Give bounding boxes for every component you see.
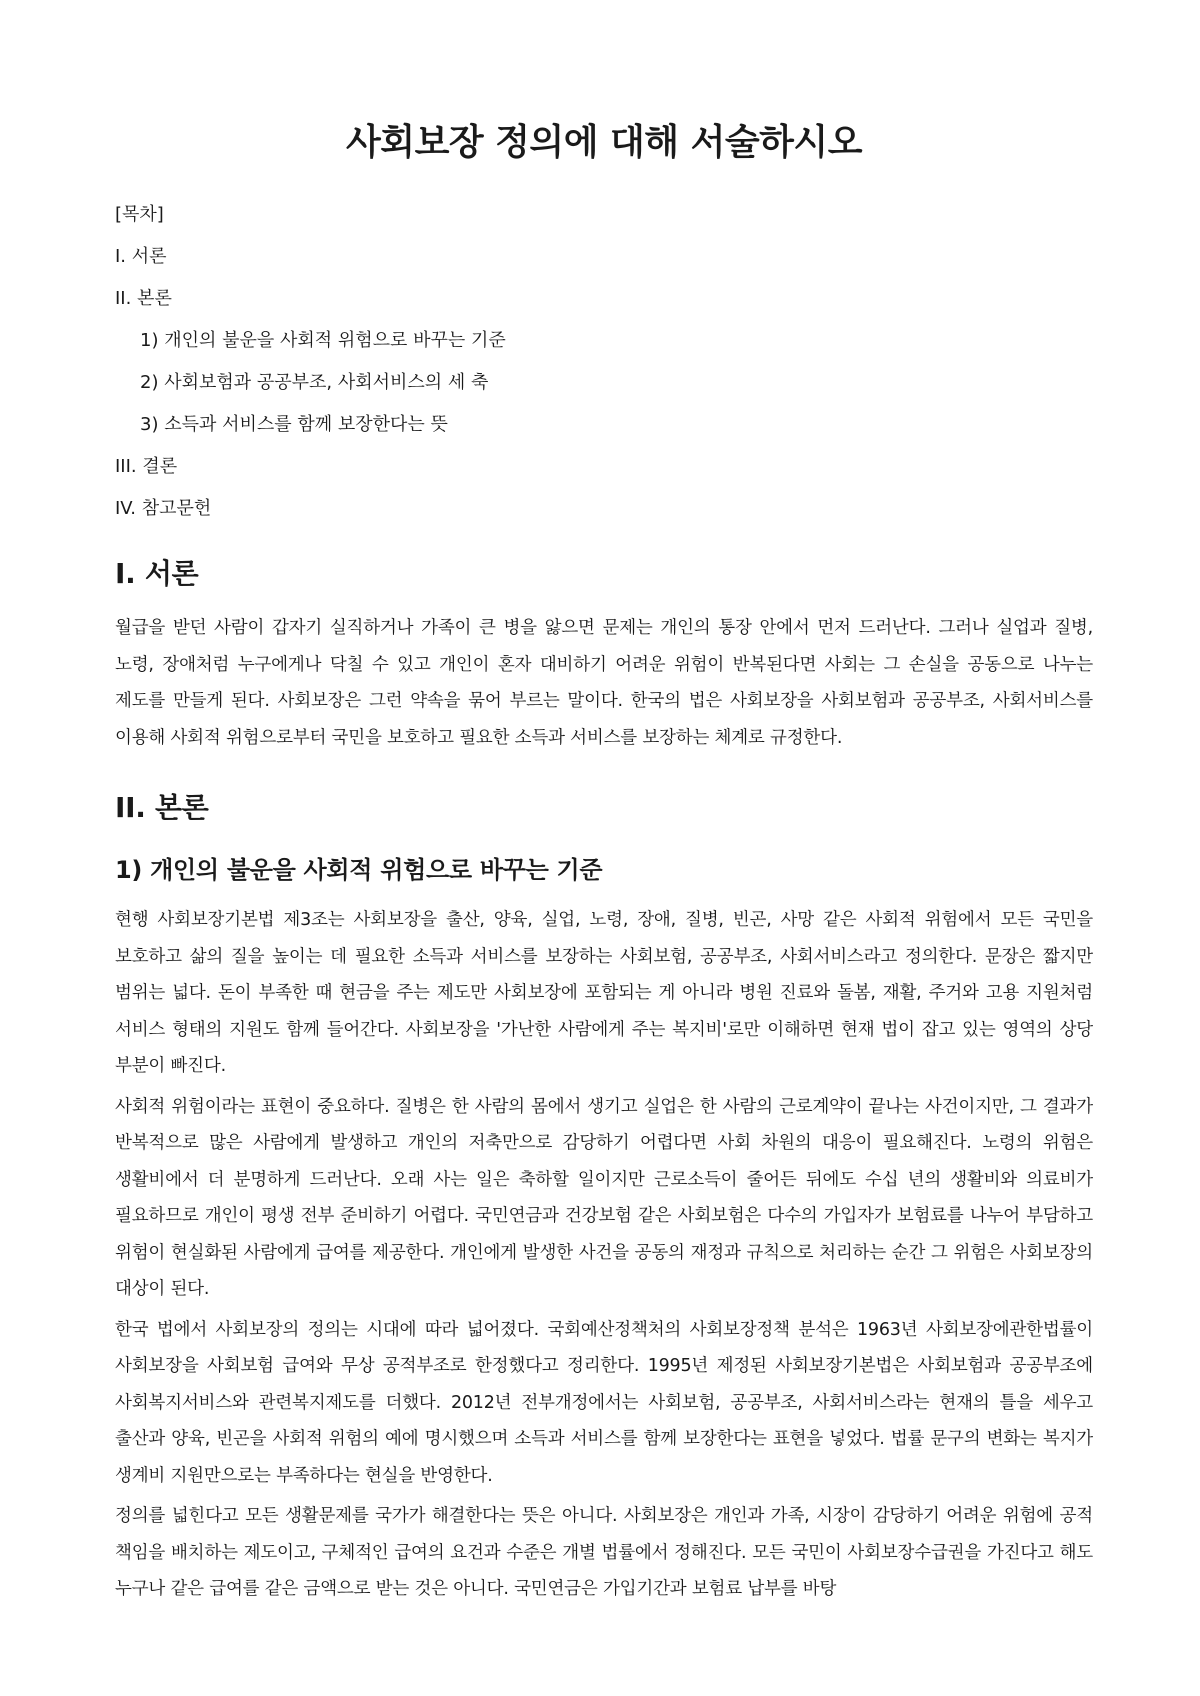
toc-item: II. 본론 — [115, 288, 172, 309]
toc-item: 3) 소득과 서비스를 함께 보장한다는 뜻 — [140, 414, 448, 435]
section-heading-intro: I. 서론 — [115, 557, 199, 590]
subsection-heading-1: 1) 개인의 불운을 사회적 위험으로 바꾸는 기준 — [115, 856, 603, 884]
toc-item: III. 결론 — [115, 456, 178, 477]
toc-item: 1) 개인의 불운을 사회적 위험으로 바꾸는 기준 — [140, 330, 506, 351]
section-spacer — [115, 760, 1093, 778]
table-of-contents — [115, 194, 1093, 530]
section-heading-body: II. 본론 — [115, 791, 209, 824]
body-paragraph: 현행 사회보장기본법 제3조는 사회보장을 출산, 양육, 실업, 노령, 장애, 질병, 빈곤, 사망 같은 사회적 위험에서 모든 국민을 보호하고 삶의 질을 높이는 데 필요한 소득과 서비스를 보장하는 사회보험, 공공부조, 사회서비스라고 정의한다. 문장은 짧지만 범위는 넓다. 돈이 부족한 때 현금을 주는 제도만 사회보장에 포함되는 게 아니라 병원 진료와 돌봄, 재활, 주거와 고용 지원처럼 서비스 형태의 지원도 함께 들어간다. 사회보장을 '가난한 사람에게 주는 복지비'로만 이해하면 현재 법이 잡고 있는 영역의 상당 부분이 빠진다. — [115, 910, 1093, 1076]
toc-item: I. 서론 — [115, 246, 167, 267]
toc-heading: [목차] — [115, 204, 164, 225]
document-title: 사회보장 정의에 대해 서술하시오 — [346, 122, 862, 163]
intro-paragraph: 월급을 받던 사람이 갑자기 실직하거나 가족이 큰 병을 앓으면 문제는 개인의 통장 안에서 먼저 드러난다. 그러나 실업과 질병, 노령, 장애처럼 누구에게나 닥칠 수 있고 개인이 혼자 대비하기 어려운 위험이 반복된다면 사회는 그 손실을 공동으로 나누는 제도를 만들게 된다. 사회보장은 그런 약속을 묶어 부르는 말이다. 한국의 법은 사회보장을 사회보험과 공공부조, 사회서비스를 이용해 사회적 위험으로부터 국민을 보호하고 필요한 소득과 서비스를 보장하는 체계로 규정한다. — [115, 618, 1093, 748]
toc-item: IV. 참고문헌 — [115, 498, 212, 519]
body-paragraph: 한국 법에서 사회보장의 정의는 시대에 따라 넓어졌다. 국회예산정책처의 사회보장정책 분석은 1963년 사회보장에관한법률이 사회보장을 사회보험 급여와 무상 공적부조로 한정했다고 정리한다. 1995년 제정된 사회보장기본법은 사회보험과 공공부조에 사회복지서비스와 관련복지제도를 더했다. 2012년 전부개정에서는 사회보험, 공공부조, 사회서비스라는 현재의 틀을 세우고 출산과 양육, 빈곤을 사회적 위험의 예에 명시했으며 소득과 서비스를 함께 보장한다는 표현을 넣었다. 법률 문구의 변화는 복지가 생계비 지원만으로는 부족하다는 현실을 반영한다. — [115, 1319, 1093, 1486]
body-paragraph: 정의를 넓힌다고 모든 생활문제를 국가가 해결한다는 뜻은 아니다. 사회보장은 개인과 가족, 시장이 감당하기 어려운 위험에 공적 책임을 배치하는 제도이고, 구체적인 급여의 요건과 수준은 개별 법률에서 정해진다. 모든 국민이 사회보장수급권을 가진다고 해도 누구나 같은 급여를 같은 금액으로 받는 것은 아니다. 국민연금은 가입기간과 보험료 납부를 바탕 — [115, 1506, 1093, 1599]
body-paragraph: 사회적 위험이라는 표현이 중요하다. 질병은 한 사람의 몸에서 생기고 실업은 한 사람의 근로계약이 끝나는 사건이지만, 그 결과가 반복적으로 많은 사람에게 발생하고 개인의 저축만으로 감당하기 어렵다면 사회 차원의 대응이 필요해진다. 노령의 위험은 생활비에서 더 분명하게 드러난다. 오래 사는 일은 축하할 일이지만 근로소득이 줄어든 뒤에도 수십 년의 생활비와 의료비가 필요하므로 개인이 평생 전부 준비하기 어렵다. 국민연금과 건강보험 같은 사회보험은 다수의 가입자가 보험료를 나누어 부담하고 위험이 현실화된 사람에게 급여를 제공한다. 개인에게 발생한 사건을 공동의 재정과 규칙으로 처리하는 순간 그 위험은 사회보장의 대상이 된다. — [115, 1096, 1093, 1299]
toc-item: 2) 사회보험과 공공부조, 사회서비스의 세 축 — [140, 372, 489, 393]
